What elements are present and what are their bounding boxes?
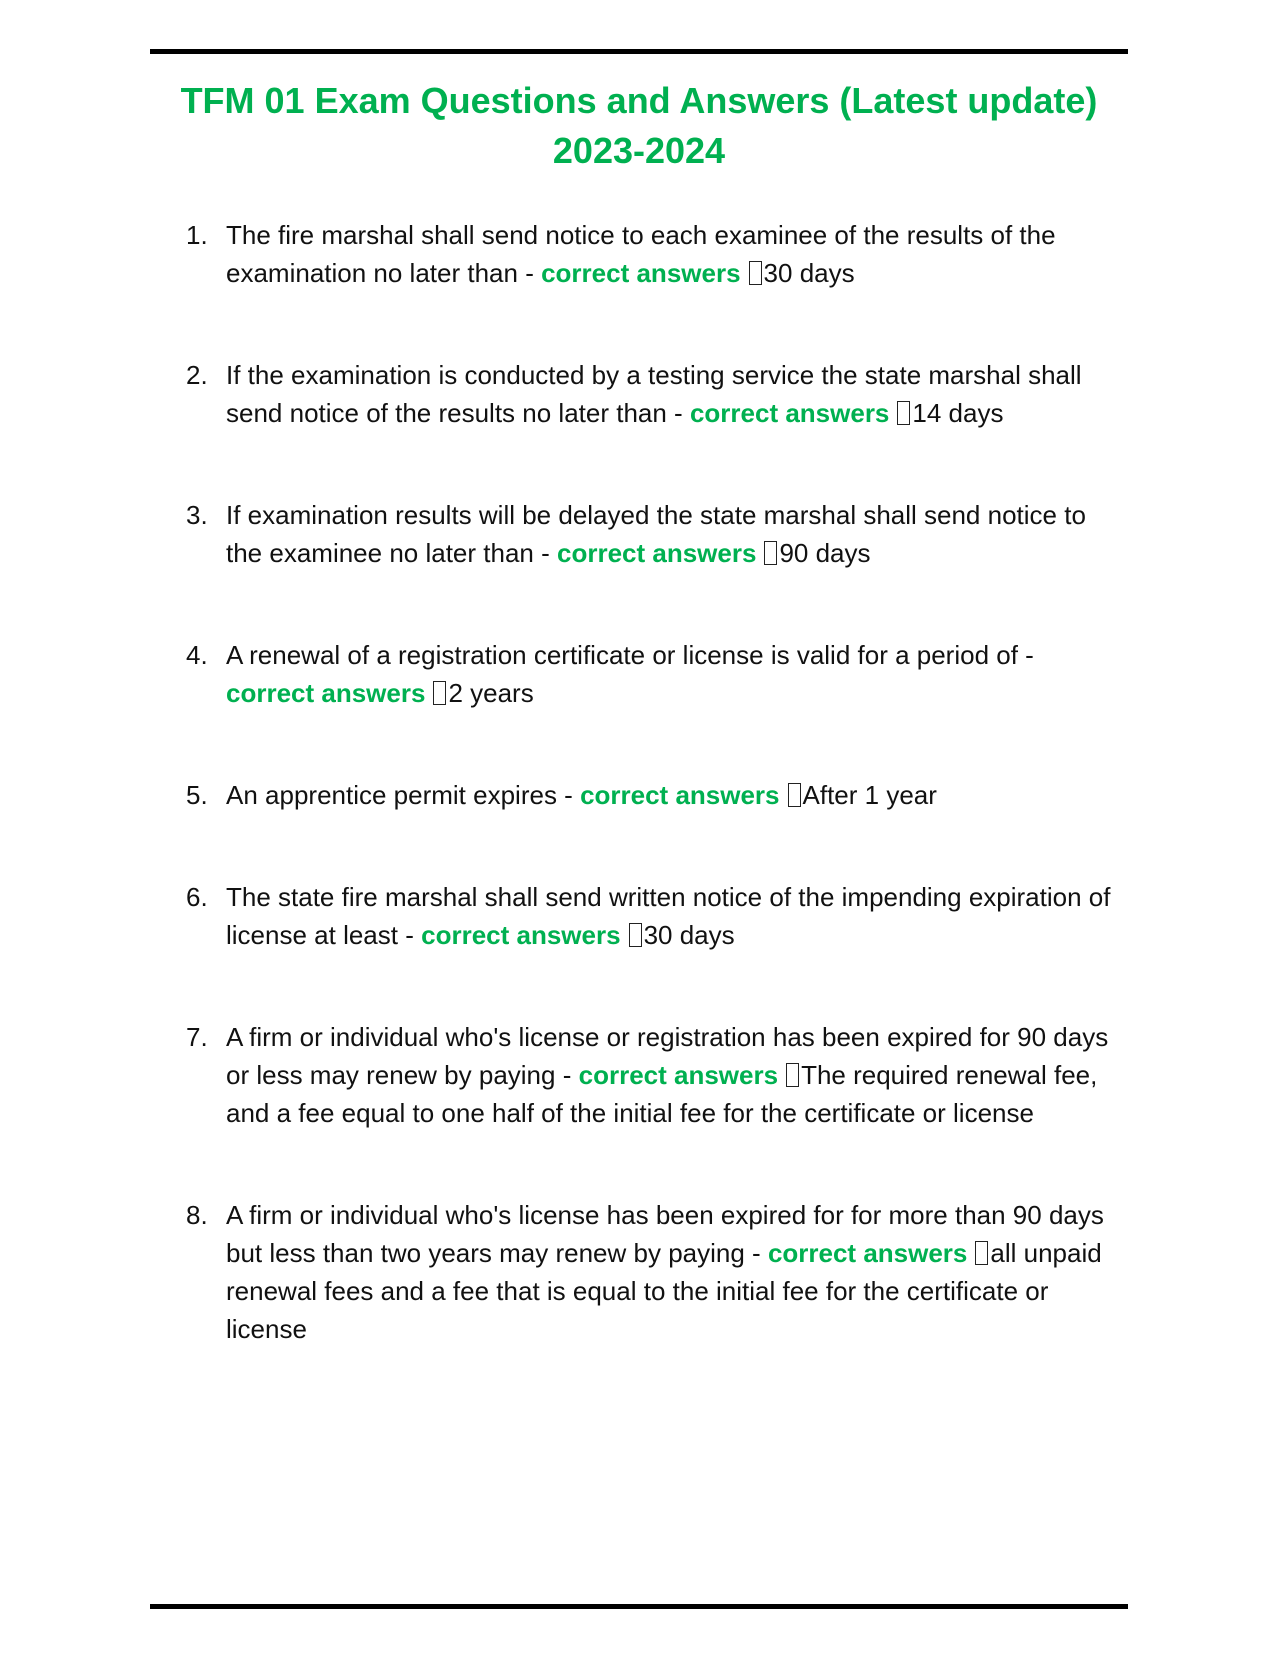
question-item <box>186 356 1126 432</box>
missing-glyph-box-icon <box>433 681 446 705</box>
question-item <box>186 216 1126 292</box>
question-item <box>186 1196 1126 1348</box>
missing-glyph-box-icon <box>975 1241 988 1265</box>
question-item <box>186 636 1126 712</box>
missing-glyph-box-icon <box>629 923 642 947</box>
missing-glyph-box-icon <box>749 261 762 285</box>
question-number: 6. <box>186 882 208 912</box>
question-text: The state fire marshal shall send written notice of the impending expiration of license at least - <box>226 882 1111 950</box>
question-item <box>186 1018 1126 1132</box>
answer-label: correct answers <box>580 780 780 810</box>
answer-text: 30 days <box>643 920 735 950</box>
question-number: 5. <box>186 780 208 810</box>
answer-text: 2 years <box>448 678 534 708</box>
question-text: A firm or individual who's license or registration has been expired for 90 days or less may renew by paying - <box>226 1022 1109 1090</box>
answer-label: correct answers <box>541 258 741 288</box>
answer-text: After 1 year <box>802 780 937 810</box>
question-item <box>186 776 1126 814</box>
question-text: A firm or individual who's license has been expired for for more than 90 days but less than two years may renew by paying - <box>226 1200 1104 1268</box>
answer-text: 90 days <box>779 538 871 568</box>
missing-glyph-box-icon <box>786 1063 799 1087</box>
missing-glyph-box-icon <box>764 541 777 565</box>
answer-label: correct answers <box>557 538 757 568</box>
missing-glyph-box-icon <box>897 401 910 425</box>
question-number: 2. <box>186 360 208 390</box>
answer-label: correct answers <box>226 678 426 708</box>
question-text: If examination results will be delayed the state marshal shall send notice to the examinee no later than - <box>226 500 1086 568</box>
question-item <box>186 496 1126 572</box>
answer-text: 30 days <box>763 258 855 288</box>
page-title: TFM 01 Exam Questions and Answers (Latest update) 2023-2024 <box>180 80 1098 171</box>
answer-label: correct answers <box>421 920 621 950</box>
question-number: 8. <box>186 1200 208 1230</box>
question-item <box>186 878 1126 954</box>
missing-glyph-box-icon <box>788 783 801 807</box>
top-rule <box>150 49 1128 54</box>
question-text: An apprentice permit expires - <box>226 780 573 810</box>
question-list <box>186 216 1126 1412</box>
question-number: 3. <box>186 500 208 530</box>
answer-label: correct answers <box>578 1060 779 1090</box>
answer-label: correct answers <box>767 1238 968 1268</box>
question-text: A renewal of a registration certificate or license is valid for a period of - <box>226 640 1034 670</box>
answer-text: The required renewal fee, and a fee equal to one half of the initial fee for the certificate or license <box>226 1060 1098 1128</box>
question-number: 7. <box>186 1022 208 1052</box>
answer-label: correct answers <box>689 398 890 428</box>
answer-text: 14 days <box>912 398 1004 428</box>
bottom-rule <box>150 1604 1128 1609</box>
question-number: 1. <box>186 220 208 250</box>
question-text: The fire marshal shall send notice to each examinee of the results of the examination no later than - <box>226 220 1056 288</box>
question-number: 4. <box>186 640 208 670</box>
answer-text: all unpaid renewal fees and a fee that is equal to the initial fee for the certificate or license <box>226 1238 1102 1344</box>
question-text: If the examination is conducted by a testing service the state marshal shall send notice of the results no later than - <box>226 360 1082 428</box>
